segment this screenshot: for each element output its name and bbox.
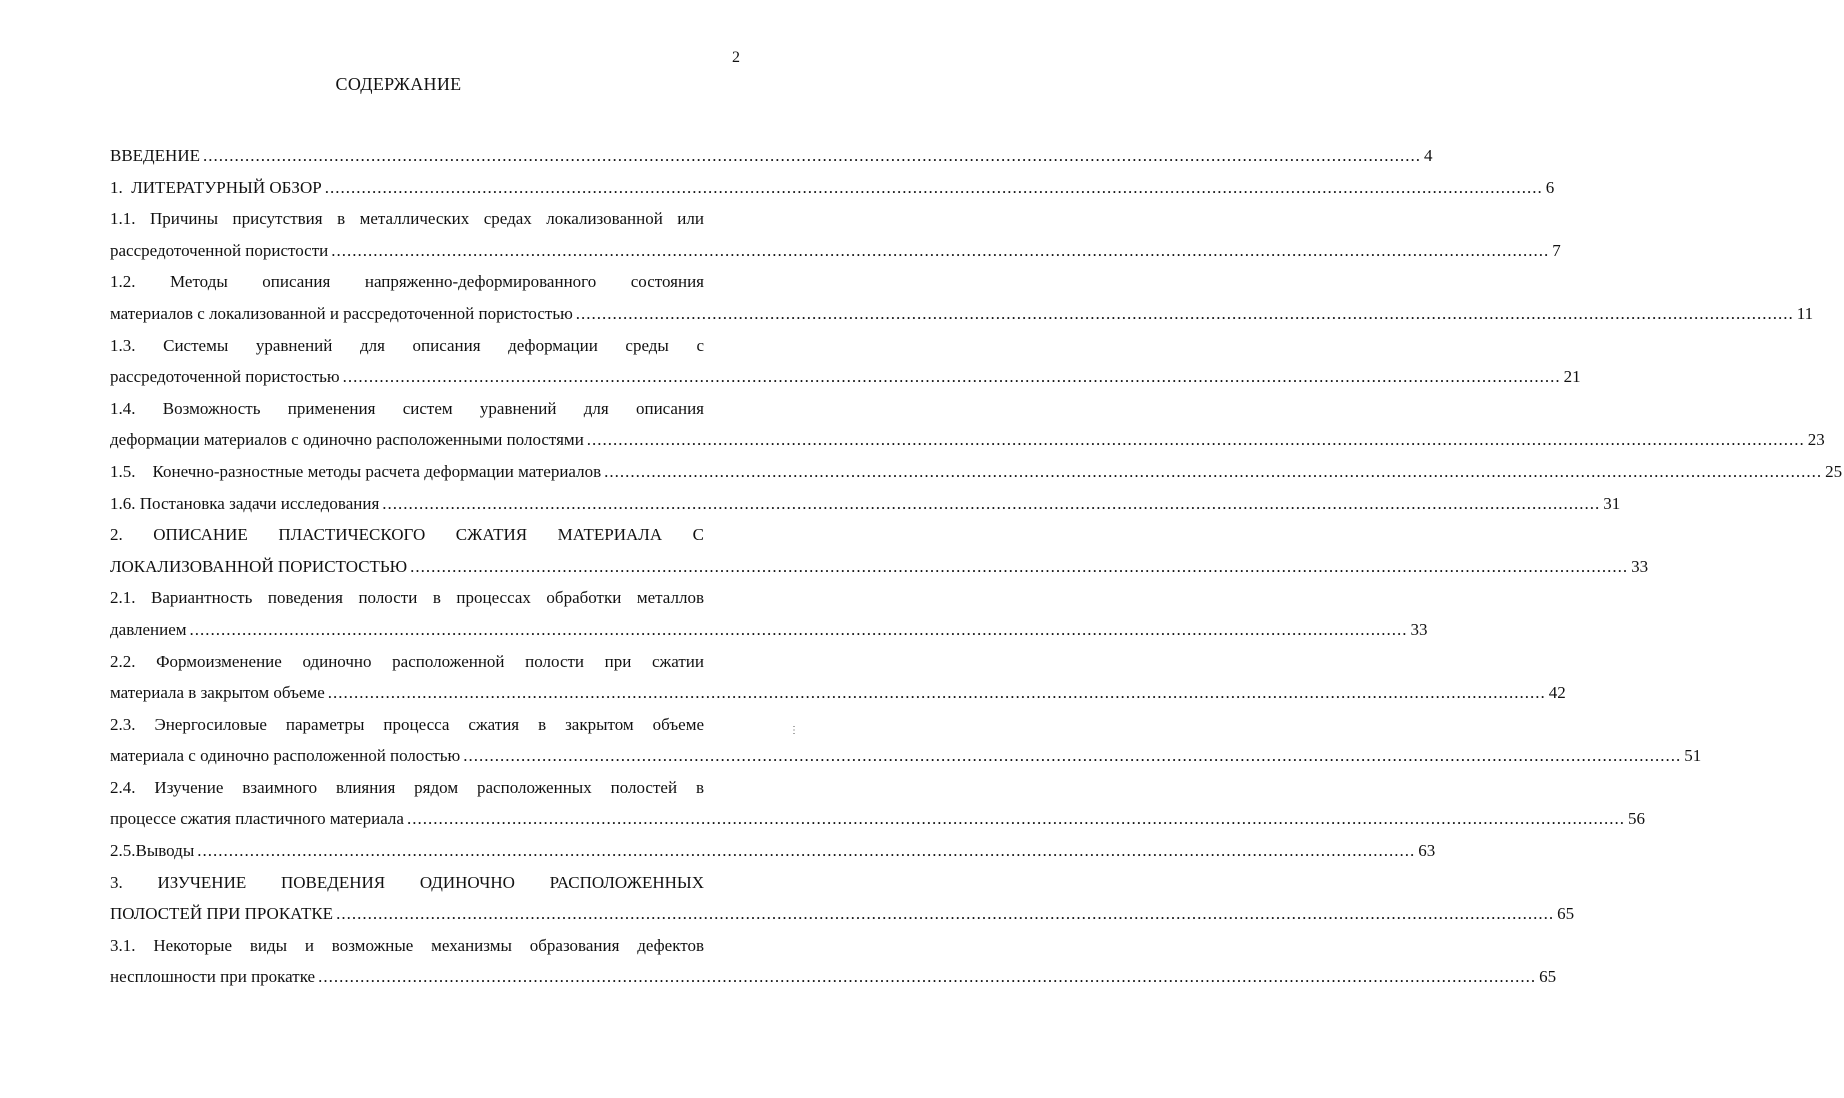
toc-entry bbox=[110, 140, 1433, 172]
toc-leader-dots bbox=[325, 172, 1543, 204]
toc-leader-dots bbox=[604, 456, 1822, 488]
toc-entry-text: давлением bbox=[110, 619, 187, 639]
page-number: 2 bbox=[732, 49, 740, 66]
toc-entry-text: 1.6. Постановка задачи исследования bbox=[110, 493, 380, 513]
toc-entry bbox=[110, 677, 1566, 709]
toc-entry bbox=[110, 709, 740, 741]
toc-entry-text: 1.2. Методы описания напряженно-деформированного состояния bbox=[110, 272, 704, 292]
toc-entry-text: 2.3. Энергосиловые параметры процесса сжатия в закрытом объеме bbox=[110, 714, 704, 734]
toc-page-number: 4 bbox=[1423, 146, 1433, 165]
toc-page-number: 65 bbox=[1539, 967, 1557, 987]
toc-leader-dots bbox=[382, 488, 1600, 520]
toc-entry-text: несплошности при прокатке bbox=[110, 967, 316, 987]
toc-leader-dots bbox=[203, 140, 1421, 172]
toc-entry-text: рассредоточенной пористостью bbox=[110, 367, 340, 387]
toc-entry-text: материала с одиночно расположенной полостью bbox=[110, 746, 461, 766]
toc-entry bbox=[110, 235, 1561, 267]
toc-leader-dots bbox=[331, 235, 1549, 267]
toc-entry-text: 2. ОПИСАНИЕ ПЛАСТИЧЕСКОГО СЖАТИЯ МАТЕРИАЛА С bbox=[110, 525, 704, 545]
toc-entry bbox=[110, 803, 1645, 835]
toc-entry bbox=[110, 330, 740, 362]
toc-page-number: 65 bbox=[1557, 904, 1575, 924]
toc-entry-text: 1.4. Возможность применения систем уравнений для описания bbox=[110, 398, 704, 418]
toc-leader-dots bbox=[587, 424, 1805, 456]
toc-entry bbox=[110, 519, 740, 551]
toc-entry-text: 1.1. Причины присутствия в металлических средах локализованной или bbox=[110, 209, 704, 229]
toc-entry bbox=[110, 298, 1814, 330]
toc-entry bbox=[110, 488, 1621, 520]
toc-entry-text: 3. ИЗУЧЕНИЕ ПОВЕДЕНИЯ ОДИНОЧНО РАСПОЛОЖЕННЫХ bbox=[110, 872, 704, 892]
toc-entry-text: процессе сжатия пластичного материала bbox=[110, 809, 404, 829]
toc-entry-text: 2.1. Вариантность поведения полости в процессах обработки металлов bbox=[110, 588, 704, 608]
toc-page-number: 11 bbox=[1796, 303, 1814, 323]
toc-leader-dots bbox=[336, 898, 1554, 930]
toc-leader-dots bbox=[197, 835, 1415, 867]
toc-entry-text: 2.2. Формоизменение одиночно расположенной полости при сжатии bbox=[110, 651, 704, 671]
toc-leader-dots bbox=[328, 677, 1546, 709]
toc-page-number: 7 bbox=[1552, 240, 1561, 260]
toc-entry-text: 1.5. Конечно-разностные методы расчета деформации материалов bbox=[110, 461, 602, 481]
toc-entry-text: рассредоточенной пористости bbox=[110, 240, 329, 260]
toc-entry-text: 1.3. Системы уравнений для описания деформации среды с bbox=[110, 335, 704, 355]
toc-page-number: 33 bbox=[1631, 556, 1649, 576]
toc-entry-text: материалов с локализованной и рассредоточенной пористостью bbox=[110, 303, 573, 323]
toc-entry-text: 1. ЛИТЕРАТУРНЫЙ ОБЗОР bbox=[110, 177, 322, 197]
toc-entry bbox=[110, 393, 740, 425]
toc-entry bbox=[110, 203, 740, 235]
toc-entry bbox=[110, 835, 1436, 867]
margin-mark: ⋮ bbox=[789, 725, 799, 736]
toc-entry bbox=[110, 614, 1428, 646]
toc-entry bbox=[110, 172, 1555, 204]
toc-entry bbox=[110, 740, 1702, 772]
toc-entry bbox=[110, 456, 1843, 488]
toc-leader-dots bbox=[407, 803, 1625, 835]
toc-entry bbox=[110, 551, 1649, 583]
toc-entry-text: 2.5.Выводы bbox=[110, 841, 195, 861]
toc-entry-text: ПОЛОСТЕЙ ПРИ ПРОКАТКЕ bbox=[110, 904, 334, 924]
toc-entry-text: 3.1. Некоторые виды и возможные механизмы образования дефектов bbox=[110, 935, 704, 955]
toc-leader-dots bbox=[318, 961, 1536, 993]
toc-entry bbox=[110, 266, 740, 298]
toc-page-number: 6 bbox=[1545, 177, 1555, 197]
page-title: СОДЕРЖАНИЕ bbox=[335, 74, 462, 94]
toc-leader-dots bbox=[463, 740, 1681, 772]
toc-page-number: 31 bbox=[1603, 493, 1621, 513]
toc-page-number: 56 bbox=[1627, 809, 1645, 829]
toc-page-number: 42 bbox=[1548, 683, 1566, 703]
toc-entry bbox=[110, 930, 740, 962]
toc-entry-text: 2.4. Изучение взаимного влияния рядом расположенных полостей в bbox=[110, 777, 704, 797]
toc-leader-dots bbox=[343, 361, 1561, 393]
toc-page-number: 51 bbox=[1684, 746, 1702, 766]
toc-page-number: 63 bbox=[1418, 841, 1436, 861]
toc-entry bbox=[110, 361, 1581, 393]
toc-entry-text: ЛОКАЛИЗОВАННОЙ ПОРИСТОСТЬЮ bbox=[110, 556, 408, 576]
toc-entry-text: материала в закрытом объеме bbox=[110, 683, 325, 703]
toc-page-number: 33 bbox=[1410, 619, 1428, 639]
toc-entry bbox=[110, 898, 1575, 930]
toc-page-number: 23 bbox=[1807, 430, 1825, 450]
toc-page-number: 21 bbox=[1563, 367, 1581, 387]
toc-entry bbox=[110, 961, 1557, 993]
toc-leader-dots bbox=[410, 551, 1628, 583]
toc-entry bbox=[110, 772, 740, 804]
toc-leader-dots bbox=[190, 614, 1408, 646]
toc-entry bbox=[110, 424, 1825, 456]
toc-page-number: 25 bbox=[1825, 461, 1843, 481]
toc-entry bbox=[110, 867, 740, 899]
toc-entry bbox=[110, 582, 740, 614]
table-of-contents bbox=[110, 140, 1843, 993]
toc-entry-text: деформации материалов с одиночно расположенными полостями bbox=[110, 430, 584, 450]
toc-entry-text: ВВЕДЕНИЕ bbox=[110, 146, 200, 165]
toc-entry bbox=[110, 646, 740, 678]
toc-leader-dots bbox=[576, 298, 1794, 330]
